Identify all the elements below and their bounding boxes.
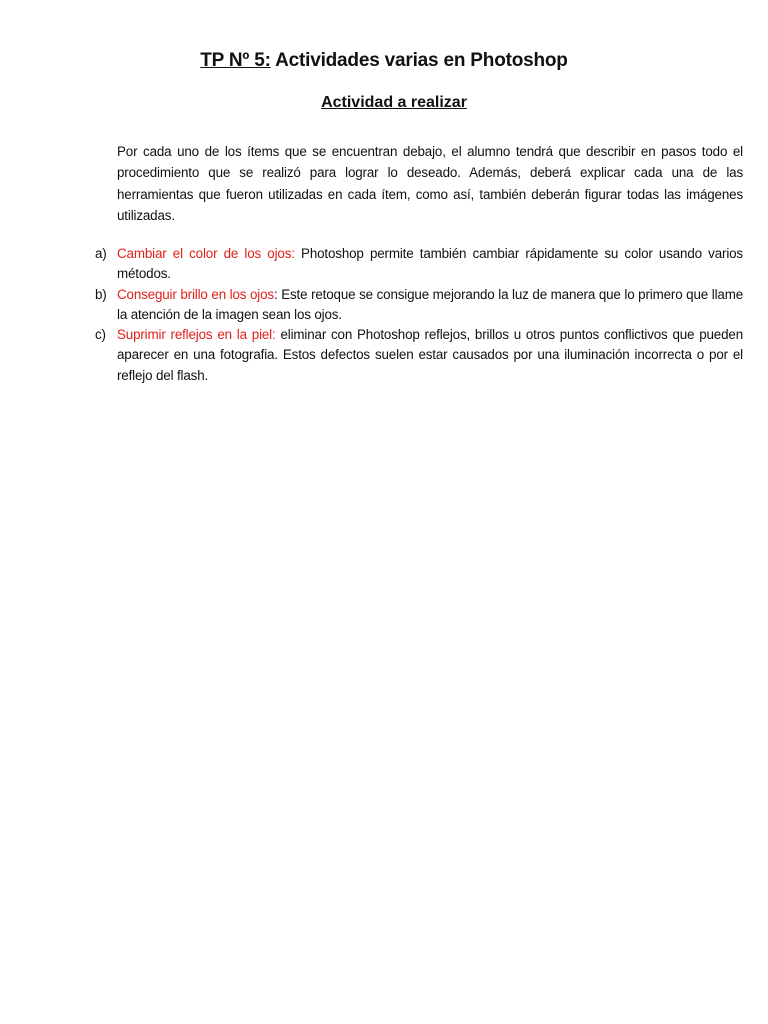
list-item-text: eliminar con Photoshop reflejos, brillos u otros puntos conflictivos que pueden aparecer en una fotografia. Estos defectos suelen estar causados por una iluminación incorrecta o por el reflejo del flash. bbox=[117, 327, 743, 383]
list-item-lead: Conseguir brillo en los ojos bbox=[117, 286, 274, 302]
title-prefix: TP Nº 5: bbox=[200, 50, 271, 71]
list-item bbox=[95, 285, 743, 326]
list-marker: b) bbox=[95, 286, 107, 302]
activity-list bbox=[95, 244, 743, 386]
title-rest: Actividades varias en Photoshop bbox=[270, 50, 568, 71]
section-heading: Actividad a realizar bbox=[321, 94, 467, 111]
list-item bbox=[95, 325, 743, 386]
list-item-lead: Suprimir reflejos en la piel: bbox=[117, 327, 276, 343]
list-marker: a) bbox=[95, 246, 107, 261]
list-item bbox=[95, 244, 743, 285]
list-marker: c) bbox=[95, 327, 106, 343]
page-title bbox=[0, 50, 768, 72]
list-item-text: Photoshop permite también cambiar rápidamente su color usando varios métodos. bbox=[117, 246, 743, 282]
list-item-text: : Este retoque se consigue mejorando la luz de manera que lo primero que llame la atención de la imagen sean los ojos. bbox=[117, 286, 743, 322]
intro-paragraph: Por cada uno de los ítems que se encuentran debajo, el alumno tendrá que describir en pasos todo el procedimiento que se realizó para lograr lo deseado. Además, deberá explicar cada una de las herramientas que fueron utilizadas en cada ítem, como así, también deberán figurar todas las imágenes utilizadas. bbox=[117, 144, 743, 223]
list-item-lead: Cambiar el color de los ojos: bbox=[117, 246, 295, 261]
